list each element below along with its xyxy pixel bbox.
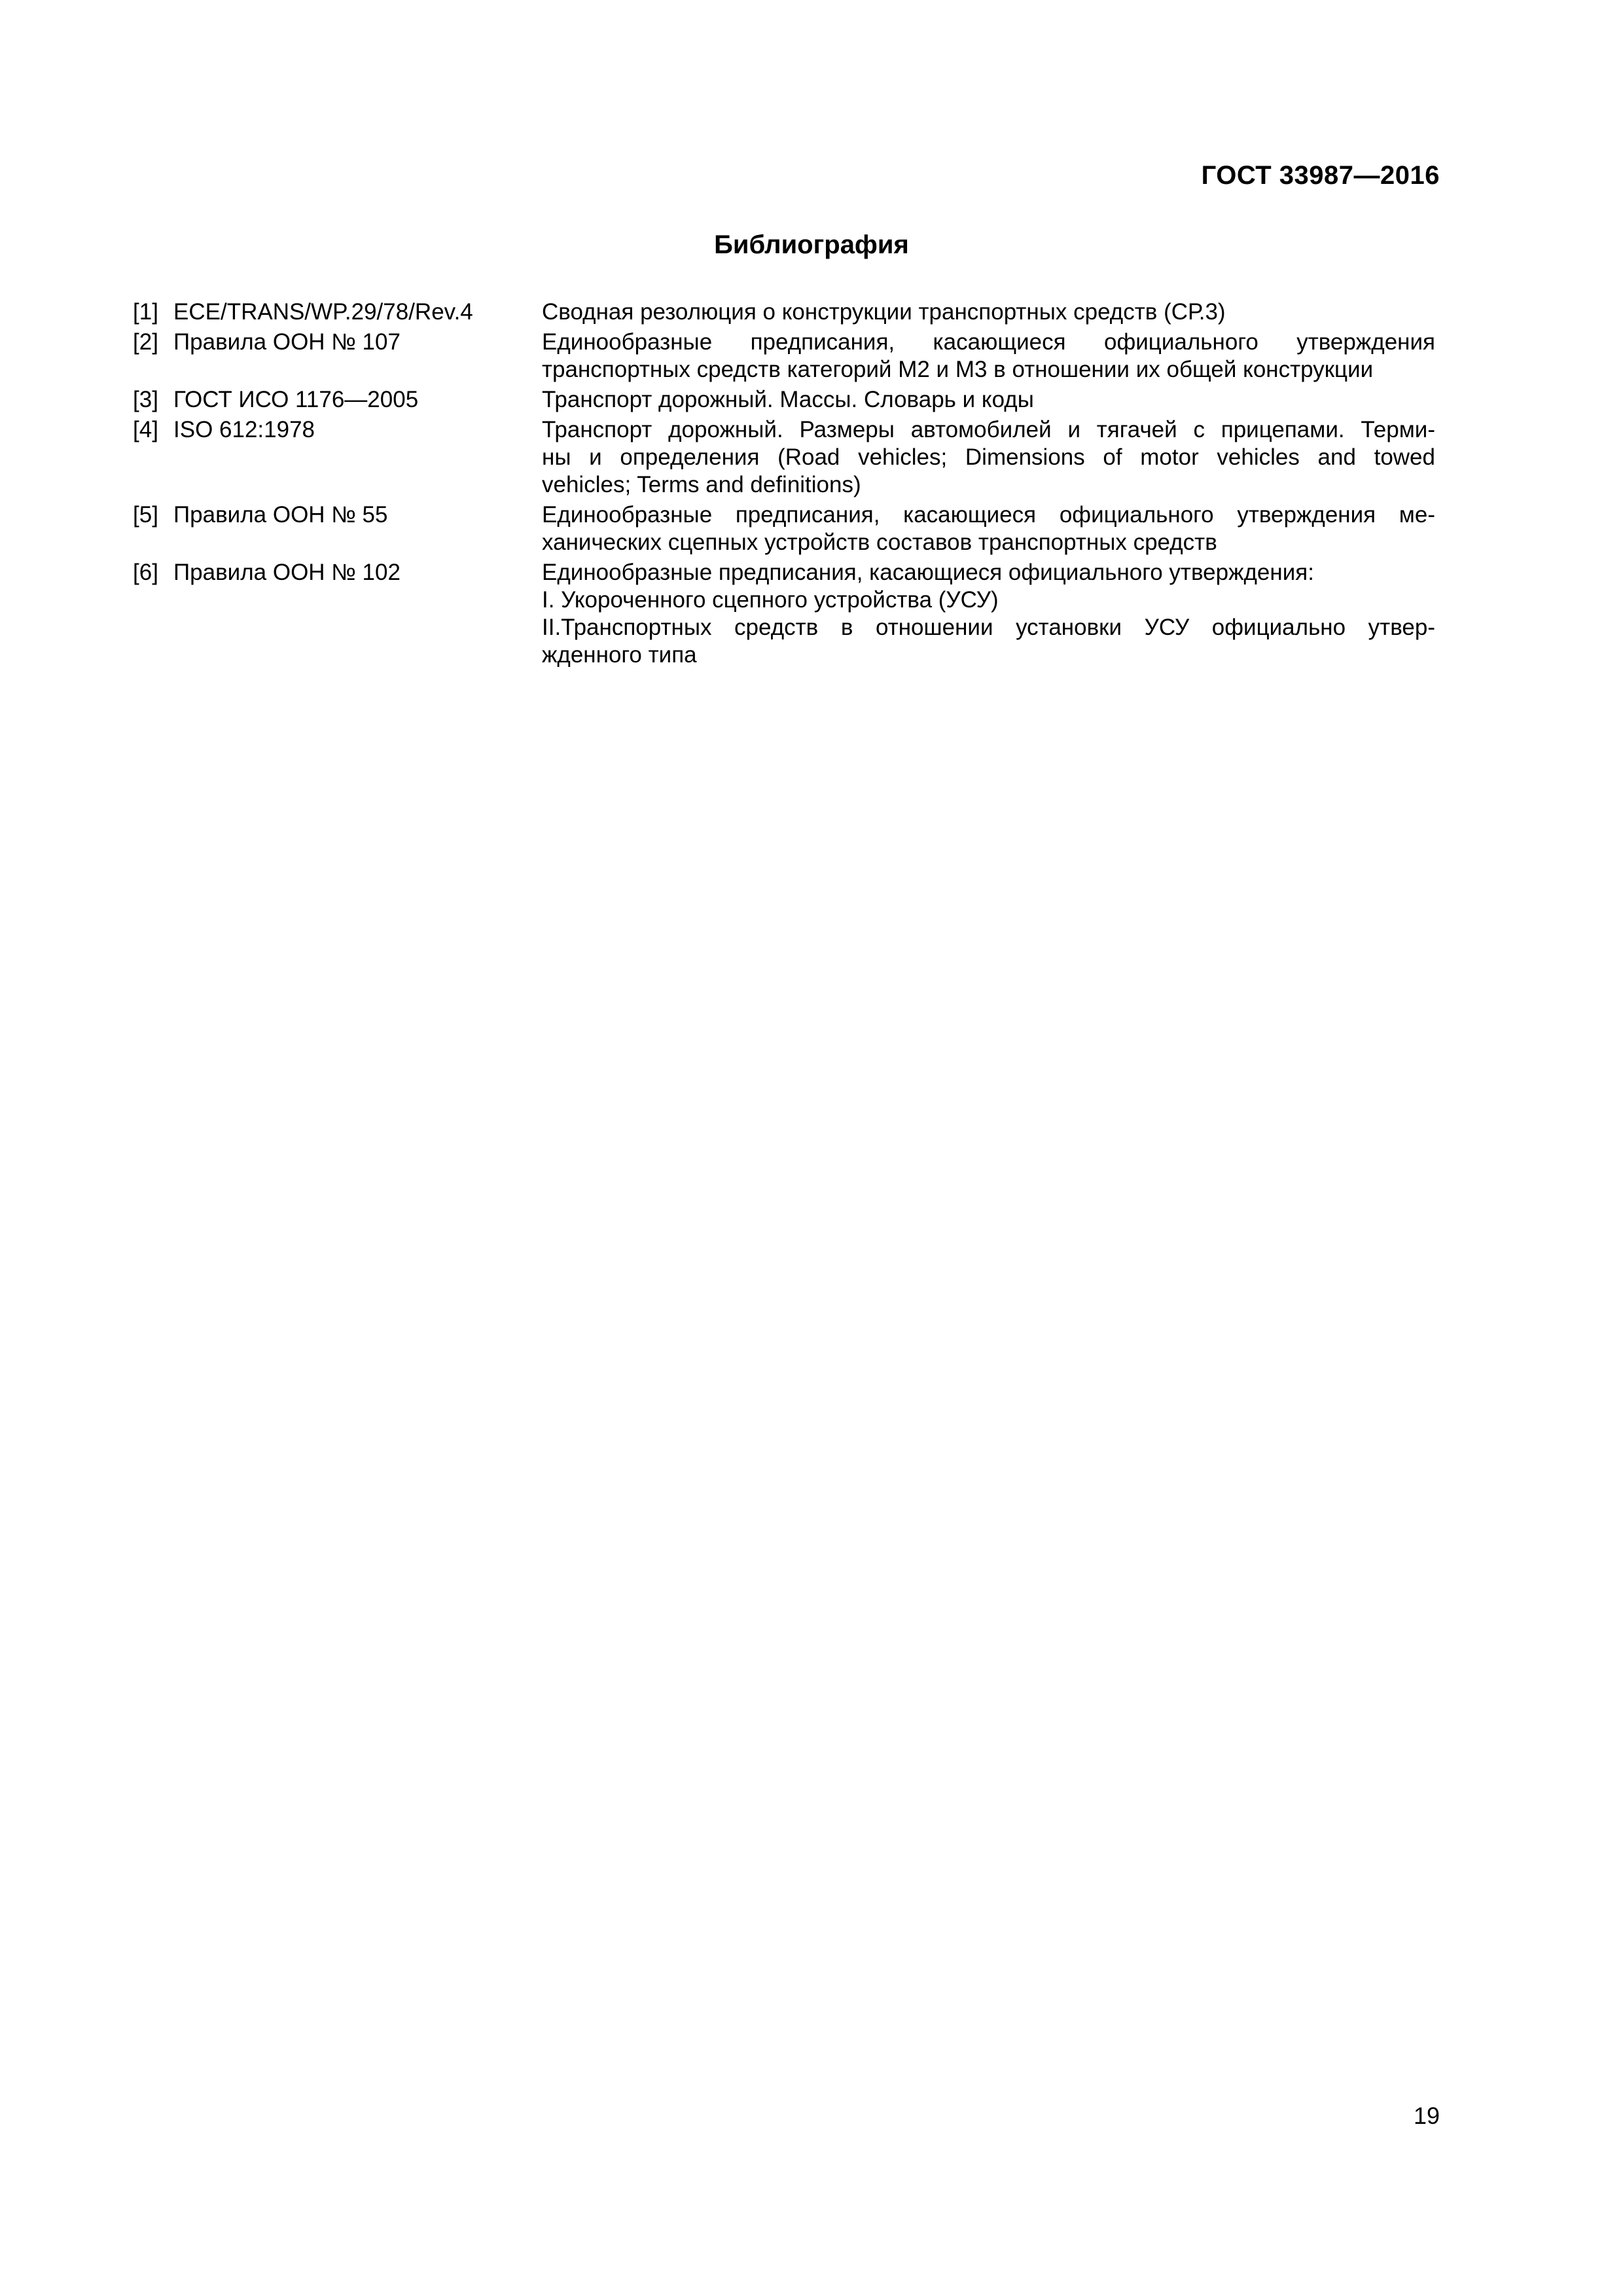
- bibliography-entry: [133, 416, 1435, 499]
- description-line: ханических сцепных устройств составов транспортных средств: [542, 529, 1217, 555]
- entry-reference: Правила ООН № 107: [173, 329, 401, 355]
- entry-description: [542, 501, 1435, 556]
- description-line: Транспорт дорожный. Массы. Словарь и коды: [542, 387, 1034, 412]
- document-code: ГОСТ 33987—2016: [1201, 161, 1440, 190]
- entry-description: [542, 329, 1435, 384]
- page-number: 19: [1413, 2102, 1440, 2129]
- description-line: I. Укороченного сцепного устройства (УСУ): [542, 587, 999, 613]
- entry-reference: ECE/TRANS/WP.29/78/Rev.4: [173, 299, 473, 325]
- bibliography-entry: [133, 386, 1435, 414]
- entry-number: [2]: [133, 329, 158, 355]
- description-line: ны и определения (Road vehicles; Dimensions of motor vehicles and towed: [542, 444, 1435, 470]
- entry-description: [542, 298, 1435, 326]
- entry-description: [542, 559, 1435, 669]
- entry-description: [542, 416, 1435, 499]
- description-line: транспортных средств категорий М2 и М3 в отношении их общей конструкции: [542, 357, 1374, 382]
- entry-description: [542, 386, 1435, 414]
- entry-number: [3]: [133, 387, 158, 412]
- description-line: Единообразные предписания, касающиеся официального утверждения ме-: [542, 502, 1435, 528]
- description-line: II.Транспортных средств в отношении установки УСУ официально утвер-: [542, 615, 1435, 640]
- bibliography-entry: [133, 329, 1435, 384]
- entry-reference: ISO 612:1978: [173, 417, 315, 442]
- bibliography-entry: [133, 298, 1435, 326]
- description-line: Единообразные предписания, касающиеся официального утверждения: [542, 329, 1435, 355]
- bibliography-entry: [133, 559, 1435, 669]
- entry-reference: ГОСТ ИСО 1176—2005: [173, 387, 419, 412]
- description-line: жденного типа: [542, 642, 697, 668]
- entry-number: [1]: [133, 299, 158, 325]
- description-line: Сводная резолюция о конструкции транспортных средств (СР.3): [542, 299, 1226, 325]
- entry-number: [6]: [133, 560, 158, 585]
- description-line: vehicles; Terms and definitions): [542, 472, 861, 497]
- entry-reference: Правила ООН № 55: [173, 502, 388, 528]
- description-line: Транспорт дорожный. Размеры автомобилей и тягачей с прицепами. Терми-: [542, 417, 1435, 442]
- bibliography-entry: [133, 501, 1435, 556]
- page-title: Библиография: [714, 230, 909, 259]
- entry-reference: Правила ООН № 102: [173, 560, 401, 585]
- description-line: Единообразные предписания, касающиеся официального утверждения:: [542, 560, 1314, 585]
- entry-number: [5]: [133, 502, 158, 528]
- entry-number: [4]: [133, 417, 158, 442]
- bibliography-list: [133, 298, 1435, 669]
